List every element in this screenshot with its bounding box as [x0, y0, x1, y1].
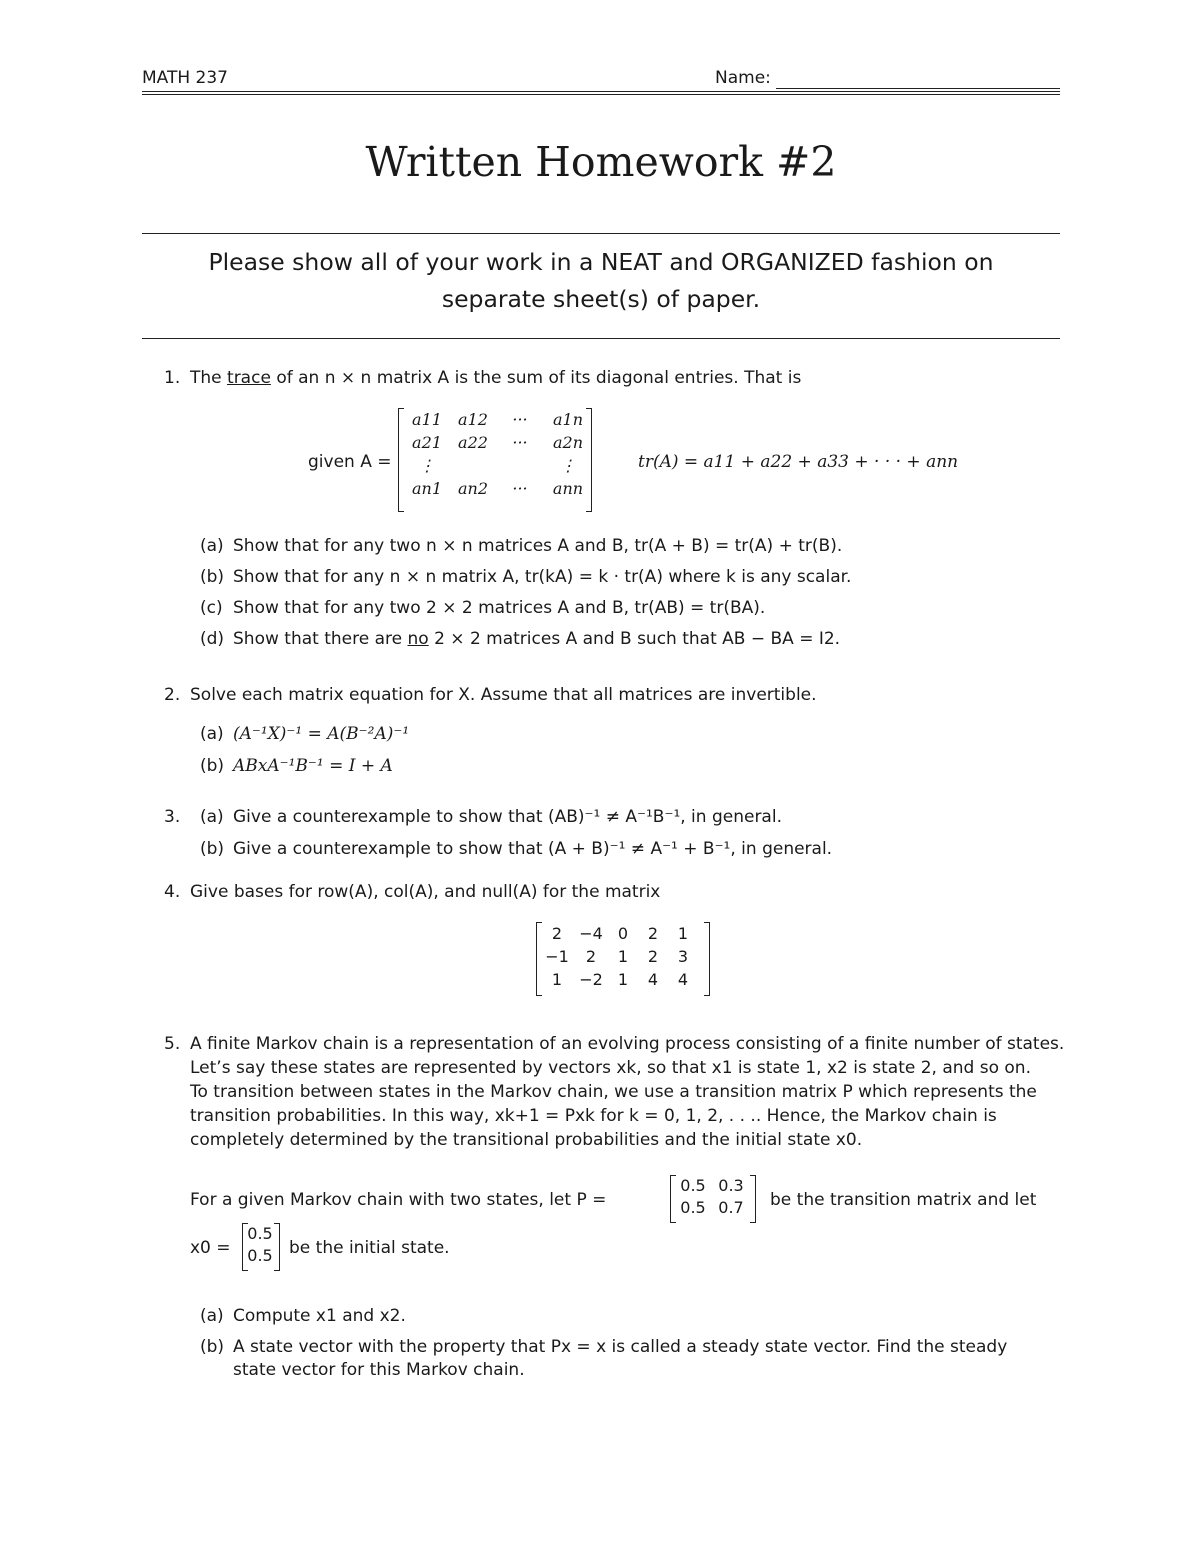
- paragraph-line: transition probabilities. In this way, xk+1 = Pxk for k = 0, 1, 2, . . .. Hence, the Markov chain is: [190, 1106, 997, 1126]
- matrix-cell: an2: [457, 479, 489, 498]
- matrix-cell: 2: [585, 947, 597, 966]
- problem-5a: Compute x1 and x2.: [233, 1306, 406, 1326]
- matrix-cell: a22: [458, 433, 488, 452]
- matrix-cell: a1n: [552, 410, 584, 429]
- matrix-cell: 2: [647, 947, 659, 966]
- problem-number: 2.: [164, 685, 181, 705]
- paragraph-line: A finite Markov chain is a representation of an evolving process consisting of a finite number of states.: [190, 1034, 1065, 1054]
- problem-4-text: Give bases for row(A), col(A), and null(A) for the matrix: [190, 882, 661, 902]
- matrix-cell: a2n: [552, 433, 584, 452]
- problem-number: 5.: [164, 1034, 181, 1054]
- problem-2a: (A⁻¹X)⁻¹ = A(B⁻²A)⁻¹: [233, 724, 410, 744]
- matrix-cell: ⋮: [560, 456, 576, 475]
- matrix-cell: a21: [412, 433, 442, 452]
- part-label: (d): [200, 629, 225, 649]
- matrix-cell: −2: [579, 970, 603, 989]
- problem-number: 3.: [164, 807, 181, 827]
- header-rule: [142, 91, 1060, 92]
- name-blank-line: [776, 88, 1060, 89]
- part-label: (b): [200, 839, 225, 859]
- part-label: (a): [200, 1306, 224, 1326]
- matrix-cell: −1: [545, 947, 569, 966]
- problem-1d: Show that there are no 2 × 2 matrices A and B such that AB − BA = I2.: [233, 629, 841, 649]
- matrix-cell: −4: [579, 924, 603, 943]
- trace-term: trace: [227, 368, 271, 388]
- matrix-right-bracket: [704, 922, 710, 996]
- problem-5b-line-1: A state vector with the property that Px = x is called a steady state vector. Find the steady: [233, 1337, 1008, 1357]
- instructions-line-2: separate sheet(s) of paper.: [441, 285, 761, 313]
- problem-number: 1.: [164, 368, 181, 388]
- given-label: given A =: [308, 452, 392, 472]
- problem-1-intro: The trace of an n × n matrix A is the sum of its diagonal entries. That is: [190, 368, 802, 388]
- matrix-cell: ···: [512, 433, 528, 452]
- matrix-cell: ann: [552, 479, 584, 498]
- matrix-cell: 2: [647, 924, 659, 943]
- paragraph-line: completely determined by the transitional probabilities and the initial state x0.: [190, 1130, 863, 1150]
- part-label: (b): [200, 1337, 225, 1357]
- matrix-cell: a11: [412, 410, 442, 429]
- matrix-cell: a12: [458, 410, 488, 429]
- matrix-cell: an1: [411, 479, 443, 498]
- part-label: (b): [200, 756, 225, 776]
- matrix-cell: ···: [512, 479, 528, 498]
- matrix-cell: 0.3: [718, 1176, 744, 1195]
- instructions-line-1: Please show all of your work in a NEAT and ORGANIZED fashion on: [208, 248, 994, 276]
- problem-5b-line-2: state vector for this Markov chain.: [233, 1360, 525, 1380]
- matrix-cell: ···: [512, 410, 528, 429]
- p-matrix-intro: For a given Markov chain with two states, let P =: [190, 1190, 607, 1210]
- trace-formula: tr(A) = a11 + a22 + a33 + · · · + ann: [638, 452, 959, 472]
- x0-outro: be the initial state.: [289, 1238, 450, 1258]
- matrix-cell: 0: [617, 924, 629, 943]
- header-rule: [142, 94, 1060, 95]
- part-label: (a): [200, 536, 224, 556]
- part-label: (a): [200, 807, 224, 827]
- matrix-cell: 4: [677, 970, 689, 989]
- matrix-cell: 0.5: [680, 1176, 706, 1195]
- problem-3a: Give a counterexample to show that (AB)⁻¹ ≠ A⁻¹B⁻¹, in general.: [233, 807, 782, 827]
- page-title: Written Homework #2: [365, 138, 837, 186]
- paragraph-line: To transition between states in the Markov chain, we use a transition matrix P which represents the: [190, 1082, 1037, 1102]
- problem-number: 4.: [164, 882, 181, 902]
- problem-1a: Show that for any two n × n matrices A and B, tr(A + B) = tr(A) + tr(B).: [233, 536, 843, 556]
- worksheet-page: [142, 0, 1065, 1553]
- emphasis-no: no: [407, 629, 429, 649]
- matrix-cell: 4: [647, 970, 659, 989]
- problem-3b: Give a counterexample to show that (A + B)⁻¹ ≠ A⁻¹ + B⁻¹, in general.: [233, 839, 833, 859]
- problem-1c: Show that for any two 2 × 2 matrices A and B, tr(AB) = tr(BA).: [233, 598, 766, 618]
- matrix-cell: 0.7: [718, 1198, 744, 1217]
- problem-2-text: Solve each matrix equation for X. Assume that all matrices are invertible.: [190, 685, 817, 705]
- part-label: (b): [200, 567, 225, 587]
- matrix-cell: 1: [551, 970, 563, 989]
- matrix-cell: 0.5: [247, 1246, 273, 1265]
- divider: [142, 338, 1060, 339]
- x0-label: x0 =: [190, 1238, 231, 1258]
- part-label: (c): [200, 598, 223, 618]
- paragraph-line: Let’s say these states are represented by vectors xk, so that x1 is state 1, x2 is state 2, and so on.: [190, 1058, 1031, 1078]
- problem-1b: Show that for any n × n matrix A, tr(kA) = k · tr(A) where k is any scalar.: [233, 567, 852, 587]
- instructions: [142, 244, 1060, 318]
- matrix-cell: 2: [551, 924, 563, 943]
- p-matrix-outro: be the transition matrix and let: [770, 1190, 1037, 1210]
- course-code: MATH 237: [142, 68, 228, 88]
- part-label: (a): [200, 724, 224, 744]
- matrix-cell: 0.5: [247, 1224, 273, 1243]
- matrix-cell: ⋮: [419, 456, 435, 475]
- problem-2b: ABxA⁻¹B⁻¹ = I + A: [233, 756, 393, 776]
- matrix-cell: 1: [617, 970, 629, 989]
- matrix-right-bracket: [750, 1175, 756, 1223]
- divider: [142, 233, 1060, 234]
- name-label: Name:: [715, 68, 771, 88]
- matrix-cell: 0.5: [680, 1198, 706, 1217]
- matrix-cell: 1: [617, 947, 629, 966]
- matrix-cell: 1: [677, 924, 689, 943]
- matrix-cell: 3: [677, 947, 689, 966]
